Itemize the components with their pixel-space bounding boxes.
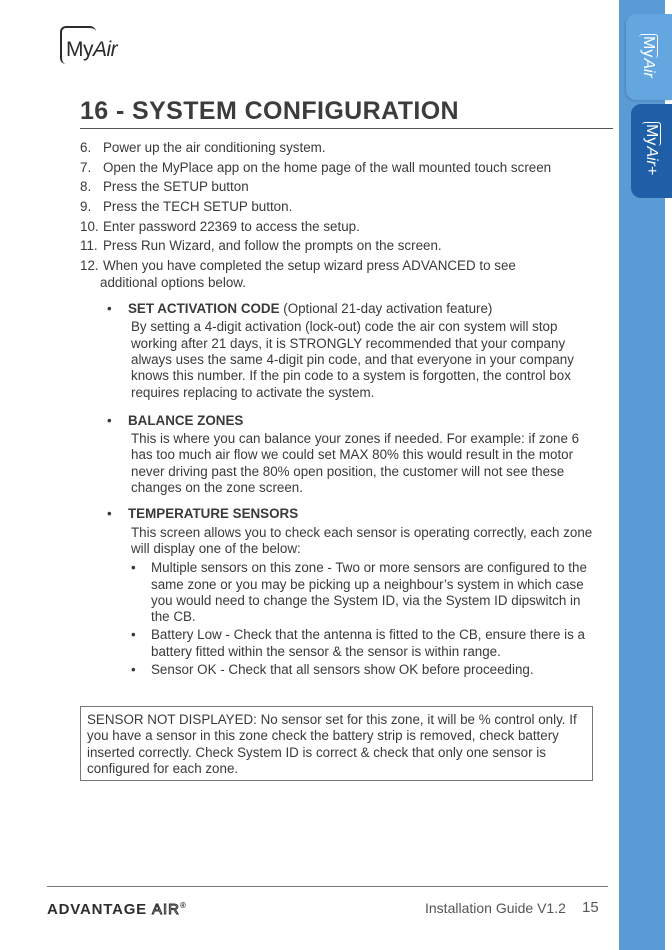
logo-text xyxy=(66,38,117,62)
section-body xyxy=(131,525,600,679)
step-continuation: additional options below. xyxy=(100,274,246,290)
main-content xyxy=(80,140,600,680)
bullet-icon: • xyxy=(131,662,136,678)
step-item xyxy=(80,199,600,215)
bullet-icon: • xyxy=(107,301,112,317)
guide-version: Installation Guide V1.2 xyxy=(425,900,566,916)
step-text: Press the SETUP button xyxy=(103,179,249,195)
list-item xyxy=(131,627,600,660)
section-heading-note: (Optional 21-day activation feature) xyxy=(279,301,493,317)
myair-logo xyxy=(60,24,132,68)
bullet-icon: • xyxy=(107,412,112,428)
brand-air: AIR xyxy=(151,901,180,918)
section-temperature xyxy=(107,506,600,678)
tab-label-my: My xyxy=(640,36,657,58)
section-body: This is where you can balance your zones if needed. For example: if zone 6 has too much air flow we could set MAX 80% this would result in the motor never driving past the 80% open position, the customer will not see these changes on the zone screen. xyxy=(131,431,580,496)
footer-divider xyxy=(47,886,608,887)
step-number: 7. xyxy=(80,159,92,175)
step-number: 10. xyxy=(80,218,99,234)
section-body: By setting a 4-digit activation (lock-out) code the air con system will stop working after 21 days, it is STRONGLY recommended that your company always uses the same 4-digit pin code, and that everyone in your company knows this number. If the pin code to a system is forgotten, the control box requires replacing to activate the system. xyxy=(131,319,574,400)
section-balance xyxy=(107,413,600,496)
list-item xyxy=(131,560,600,625)
step-number: 8. xyxy=(80,179,92,195)
title-divider xyxy=(80,128,613,129)
steps-list xyxy=(80,140,600,274)
step-number: 12. xyxy=(80,258,99,274)
step-number: 11. xyxy=(80,238,98,254)
step-number: 9. xyxy=(80,199,92,215)
list-item xyxy=(131,662,600,678)
step-text: Power up the air conditioning system. xyxy=(103,140,326,155)
bullet-icon: • xyxy=(107,506,112,522)
list-item-text: Multiple sensors on this zone - Two or more sensors are configured to the same zone or you may be picking up a neighbour’s system in which case you would need to change the System ID, via the System ID dipswitch in the CB. xyxy=(151,560,587,625)
bullet-icon: • xyxy=(131,627,136,643)
brand-advantage: ADVANTAGE xyxy=(47,901,147,918)
step-text: Press the TECH SETUP button. xyxy=(103,199,293,215)
tab-label-air: Air xyxy=(643,146,660,166)
step-text: Press Run Wizard, and follow the prompts on the screen. xyxy=(103,238,442,254)
sensor-note-box: SENSOR NOT DISPLAYED: No sensor set for this zone, it will be % control only. If you have a sensor in this zone check the battery strip is removed, check battery inserted correctly. Check System ID is correct & check that only one sensor is configured for each zone. xyxy=(80,706,593,781)
section-heading: BALANCE ZONES xyxy=(128,412,244,428)
list-item-text: Sensor OK - Check that all sensors show OK before proceeding. xyxy=(151,662,534,678)
page-title: 16 - SYSTEM CONFIGURATION xyxy=(80,97,460,125)
tab-myair[interactable] xyxy=(626,14,672,100)
section-intro: This screen allows you to check each sensor is operating correctly, each zone will display one of the below: xyxy=(131,524,593,556)
tab-myair-plus[interactable] xyxy=(631,104,672,198)
list-item-text: Battery Low - Check that the antenna is fitted to the CB, ensure there is a battery fitted within the sensor & the sensor is within range. xyxy=(151,627,585,659)
step-text: Open the MyPlace app on the home page of the wall mounted touch screen xyxy=(103,159,552,175)
brand-mark: ® xyxy=(179,901,187,910)
advantage-air-logo xyxy=(47,901,187,918)
tab-myair-plus-label xyxy=(642,122,661,175)
logo-my: My xyxy=(66,38,93,61)
tab-label-air: Air xyxy=(640,58,657,78)
page-number: 15 xyxy=(582,899,599,916)
step-item xyxy=(80,160,600,176)
tab-label-plus: + xyxy=(643,165,660,176)
tab-myair-label xyxy=(639,34,658,78)
step-item xyxy=(80,238,600,254)
step-item xyxy=(80,179,600,195)
tab-label-my: My xyxy=(643,124,660,146)
section-heading: TEMPERATURE SENSORS xyxy=(128,506,299,522)
step-item xyxy=(80,219,600,235)
section-heading: SET ACTIVATION CODE xyxy=(128,301,280,317)
step-item xyxy=(80,258,600,274)
logo-air: Air xyxy=(93,38,118,61)
step-text: Enter password 22369 to access the setup. xyxy=(103,218,360,234)
step-text: When you have completed the setup wizard press ADVANCED to see xyxy=(103,258,516,274)
section-activation xyxy=(107,301,600,401)
step-number: 6. xyxy=(80,140,92,155)
bullet-icon: • xyxy=(131,560,136,576)
step-item xyxy=(80,140,600,156)
sensor-status-list xyxy=(131,560,600,678)
